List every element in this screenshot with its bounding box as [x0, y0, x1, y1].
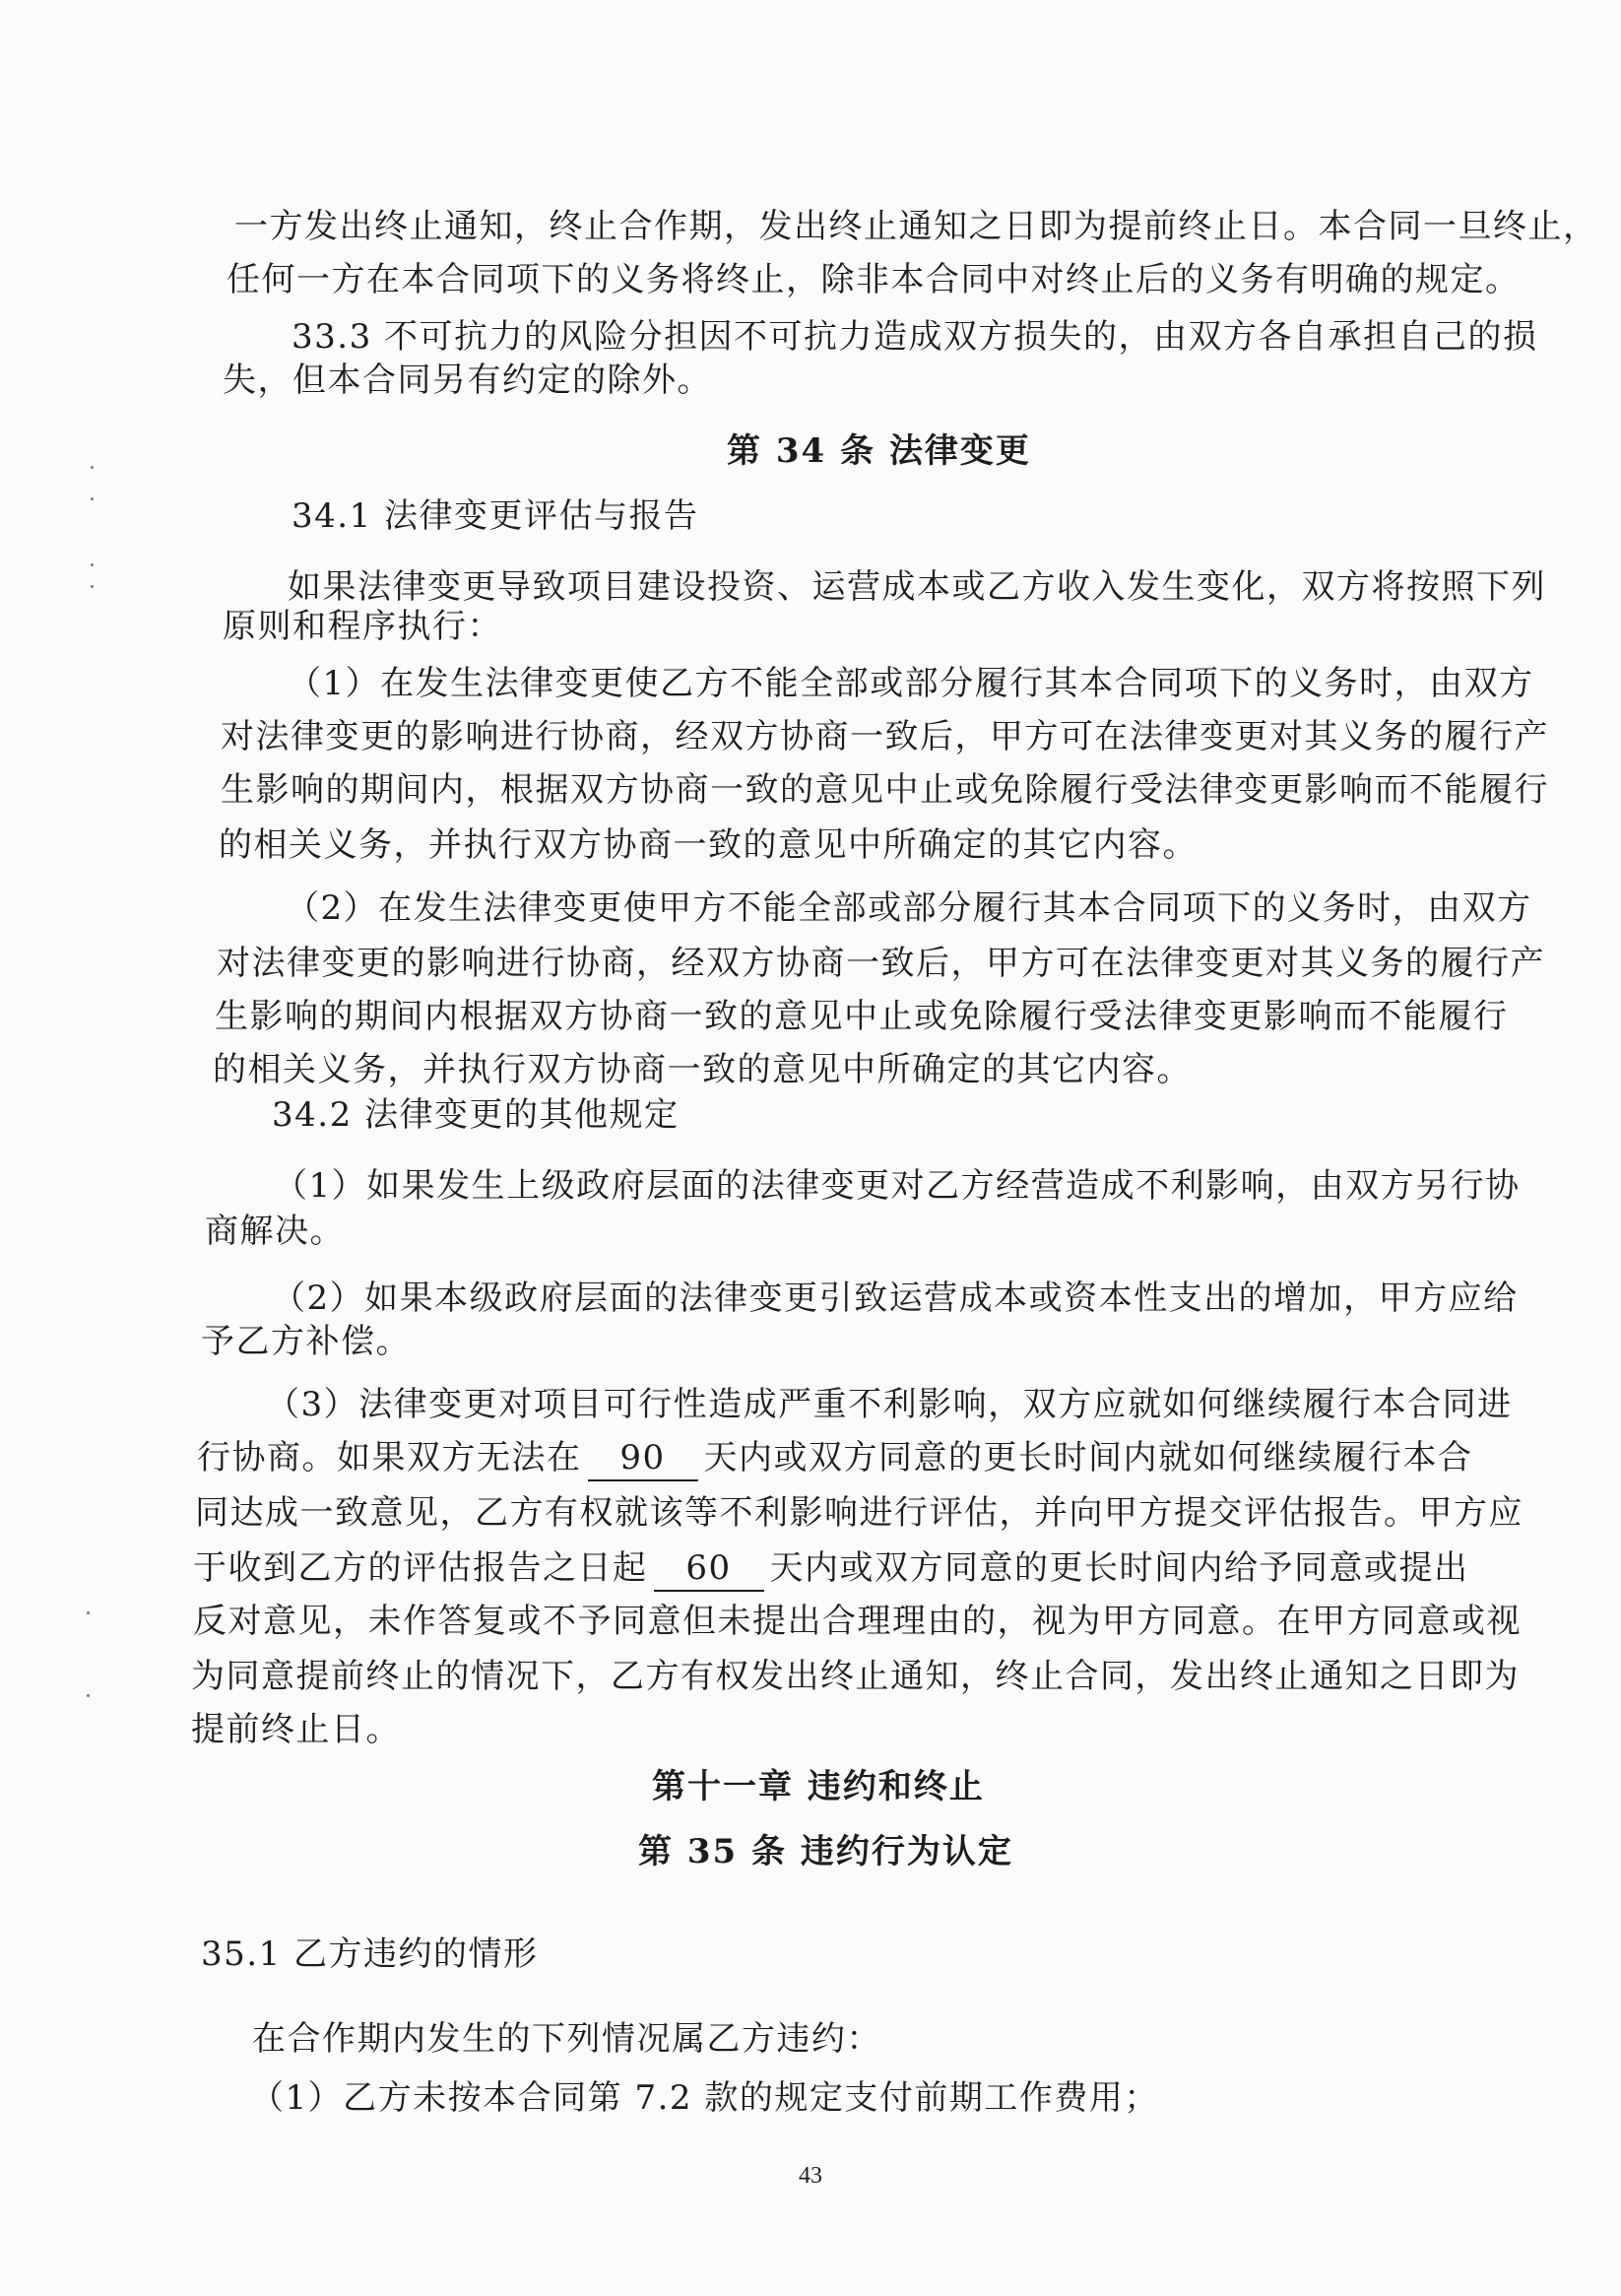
body-line: （2）如果本级政府层面的法律变更引致运营成本或资本性支出的增加，甲方应给: [272, 1279, 1519, 1318]
scan-speck: [91, 497, 94, 500]
scan-speck: [91, 585, 94, 588]
body-line: 生影响的期间内根据双方协商一致的意见中止或免除履行受法律变更影响而不能履行: [215, 997, 1509, 1036]
scan-speck: [87, 1694, 90, 1697]
body-line: 商解决。: [205, 1212, 345, 1251]
body-line: （2）在发生法律变更使甲方不能全部或部分履行其本合同项下的义务时，由双方: [286, 888, 1532, 928]
line-text: 天内或双方同意的更长时间内就如何继续履行本合: [703, 1438, 1473, 1477]
scan-speck: [87, 1611, 90, 1614]
body-line: 予乙方补偿。: [201, 1322, 411, 1361]
section-34-2-title: 34.2 法律变更的其他规定: [272, 1095, 680, 1135]
body-line: 33.3 不可抗力的风险分担因不可抗力造成双方损失的，由双方各自承担自己的损: [292, 317, 1538, 357]
body-line: 如果法律变更导致项目建设投资、运营成本或乙方收入发生变化，双方将按照下列: [288, 567, 1546, 607]
article-35-title: 第 35 条 违约行为认定: [638, 1832, 1013, 1871]
body-line: 提前终止日。: [191, 1710, 401, 1749]
section-35-1-title: 35.1 乙方违约的情形: [201, 1935, 539, 1974]
page-number: 43: [799, 2163, 822, 2189]
body-line: 的相关义务，并执行双方协商一致的意见中所确定的其它内容。: [213, 1050, 1192, 1089]
article-34-title: 第 34 条 法律变更: [727, 431, 1031, 471]
scan-speck: [91, 563, 94, 566]
body-line: 任何一方在本合同项下的义务将终止，除非本合同中对终止后的义务有明确的规定。: [227, 260, 1521, 299]
body-line: 一方发出终止通知，终止合作期，发出终止通知之日即为提前终止日。本合同一旦终止，: [234, 207, 1598, 246]
body-line: 在合作期内发生的下列情况属乙方违约：: [252, 2019, 881, 2059]
body-line: （1）乙方未按本合同第 7.2 款的规定支付前期工作费用；: [250, 2078, 1159, 2118]
line-text: 行协商。如果双方无法在: [197, 1438, 582, 1477]
body-line-with-blank: [197, 1436, 1473, 1481]
body-line: （1）在发生法律变更使乙方不能全部或部分履行其本合同项下的义务时，由双方: [288, 664, 1534, 703]
body-line: 对法律变更的影响进行协商，经双方协商一致后，甲方可在法律变更对其义务的履行产: [217, 944, 1545, 983]
days-blank-2: 60: [654, 1550, 764, 1592]
scan-speck: [91, 466, 94, 469]
section-34-1-title: 34.1 法律变更评估与报告: [292, 496, 699, 536]
line-text: 天内或双方同意的更长时间内给予同意或提出: [769, 1548, 1469, 1588]
body-line-with-blank: [193, 1546, 1469, 1592]
body-line: 反对意见，未作答复或不予同意但未提出合理理由的，视为甲方同意。在甲方同意或视: [193, 1602, 1522, 1641]
body-line: （3）法律变更对项目可行性造成严重不利影响，双方应就如何继续履行本合同进: [266, 1385, 1513, 1424]
body-line: 原则和程序执行：: [223, 607, 502, 646]
chapter-11-title: 第十一章 违约和终止: [652, 1767, 985, 1806]
body-line: 为同意提前终止的情况下，乙方有权发出终止通知，终止合同，发出终止通知之日即为: [191, 1657, 1520, 1696]
body-line: 的相关义务，并执行双方协商一致的意见中所确定的其它内容。: [219, 825, 1198, 865]
days-blank-1: 90: [588, 1440, 698, 1481]
body-line: 对法律变更的影响进行协商，经双方协商一致后，甲方可在法律变更对其义务的履行产: [221, 717, 1549, 756]
body-line: 失，但本合同另有约定的除外。: [223, 361, 712, 400]
body-line: 同达成一致意见，乙方有权就该等不利影响进行评估，并向甲方提交评估报告。甲方应: [195, 1493, 1524, 1533]
body-line: （1）如果发生上级政府层面的法律变更对乙方经营造成不利影响，由双方另行协: [274, 1166, 1521, 1206]
line-text: 于收到乙方的评估报告之日起: [193, 1548, 648, 1588]
body-line: 生影响的期间内，根据双方协商一致的意见中止或免除履行受法律变更影响而不能履行: [221, 770, 1549, 810]
